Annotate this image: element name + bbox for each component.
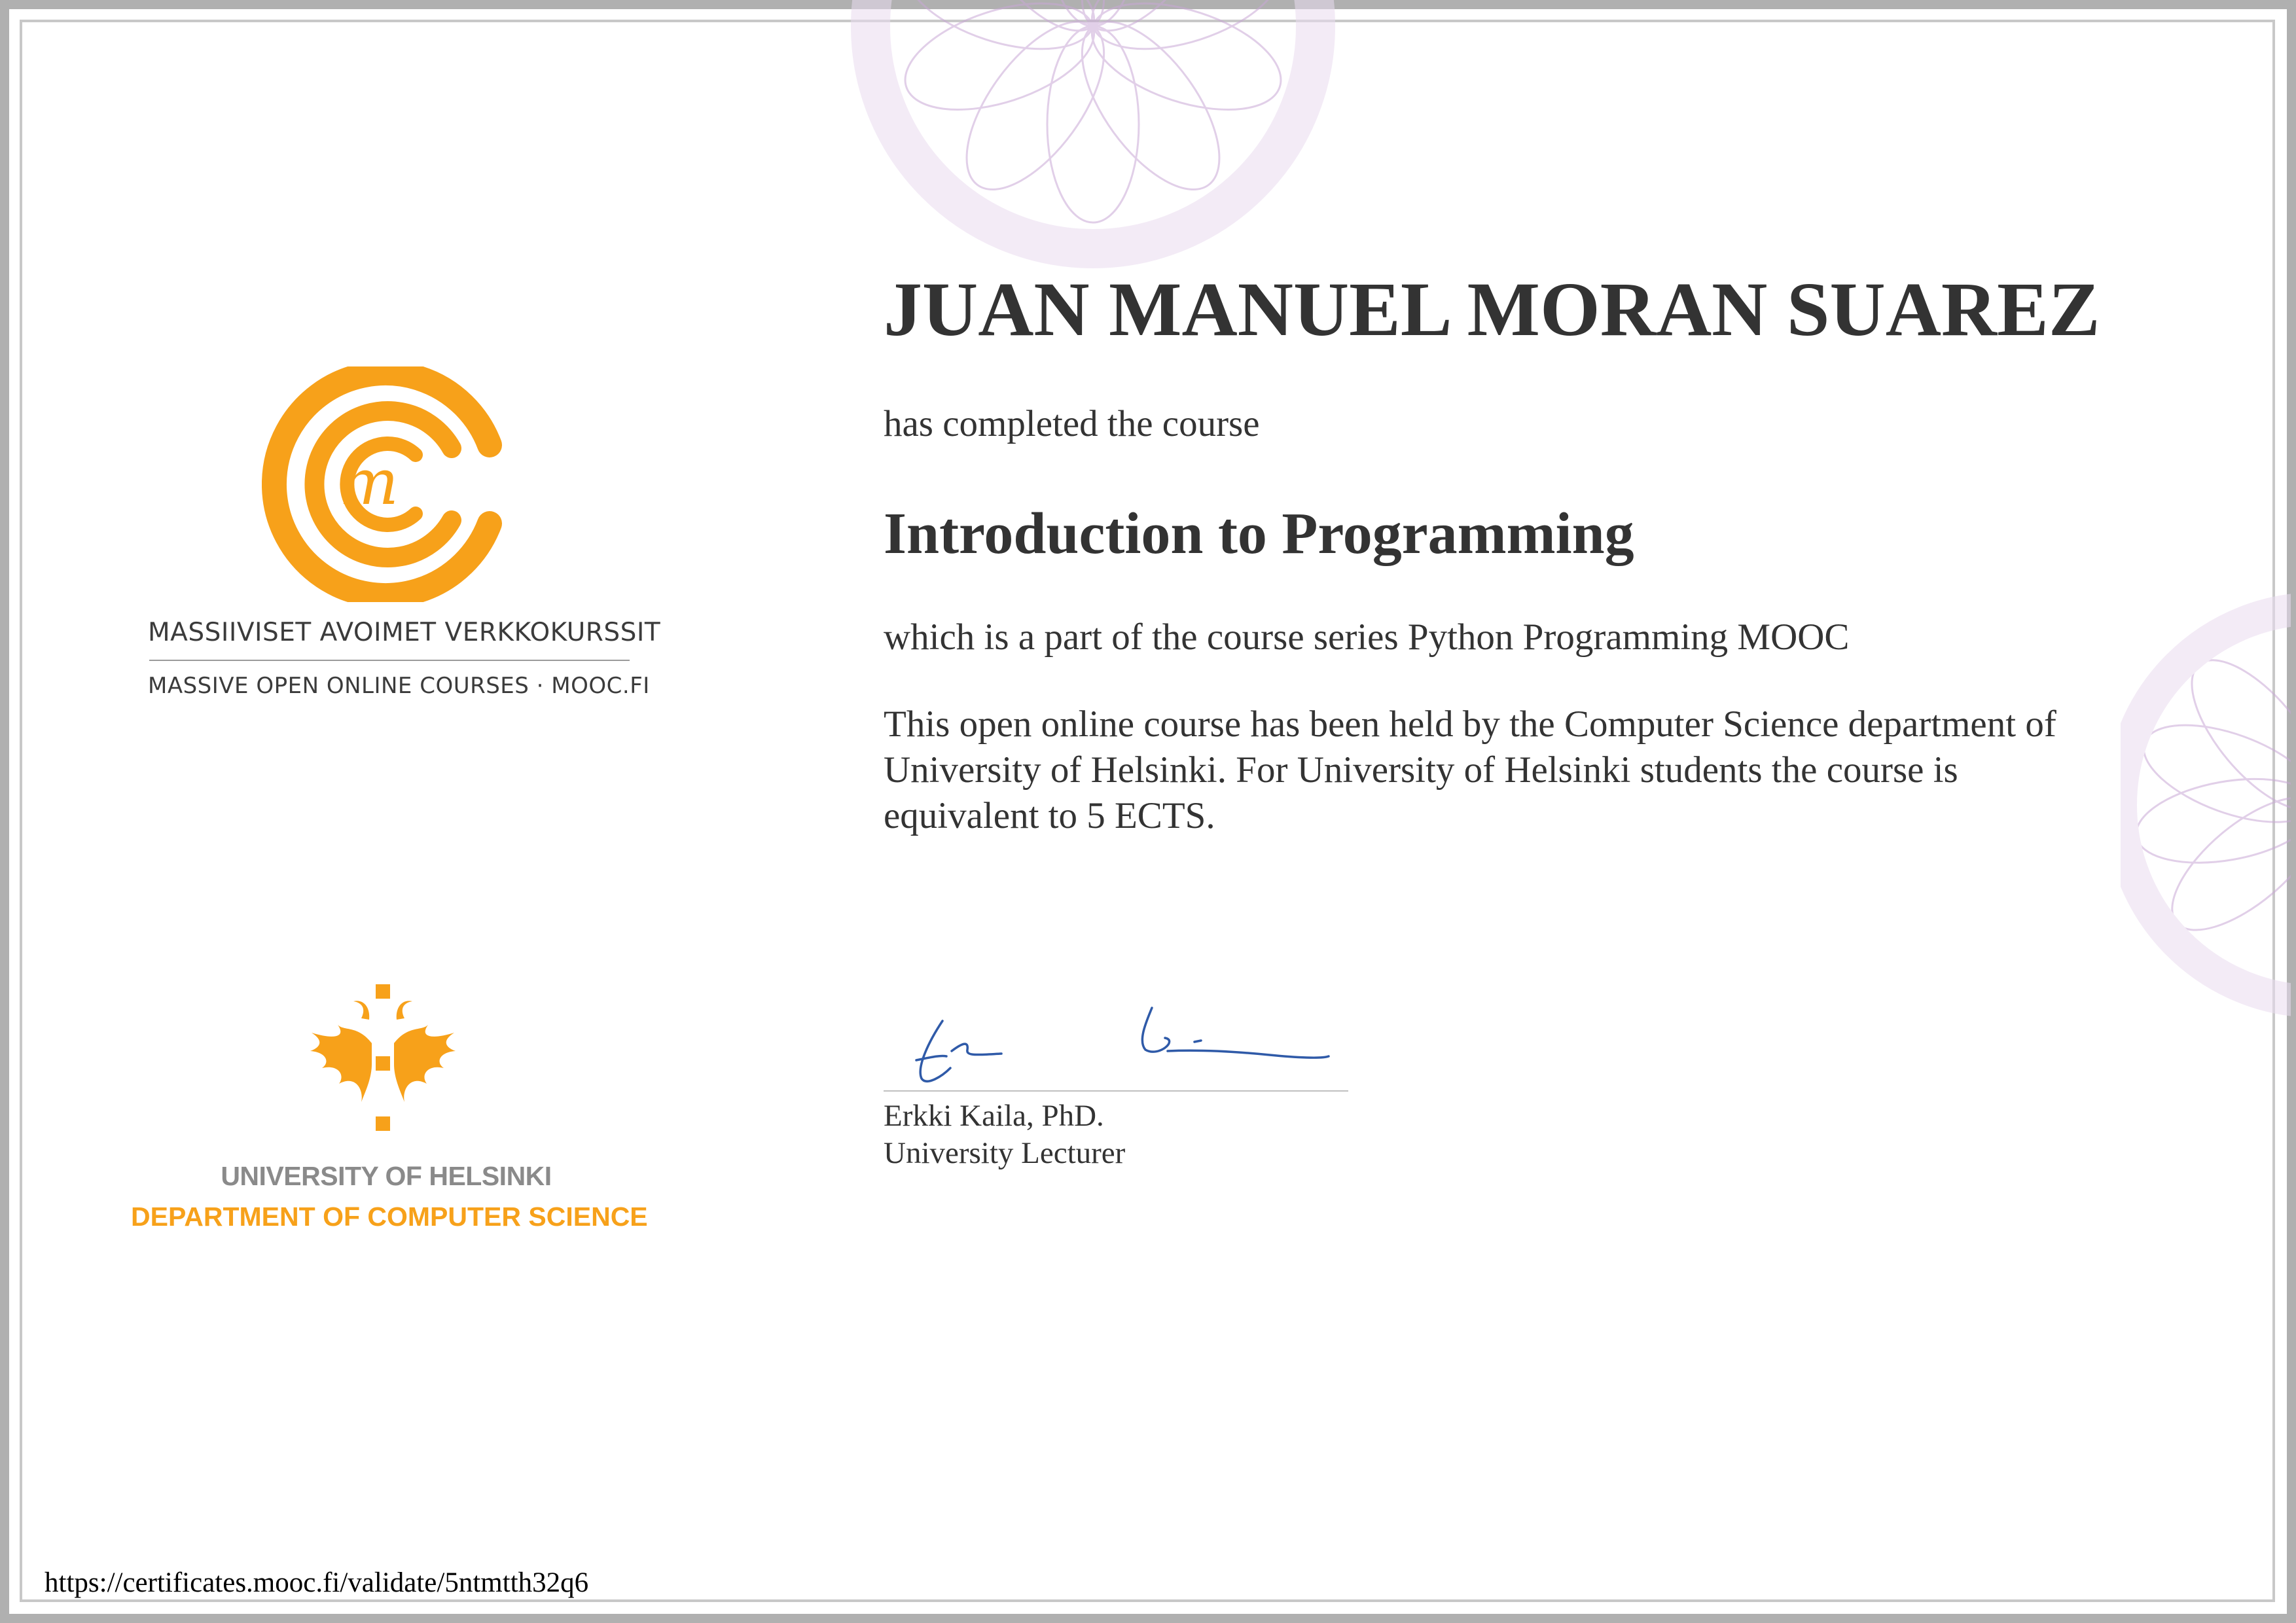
mooc-logo-divider bbox=[149, 660, 630, 661]
mooc-logo-english-text: MASSIVE OPEN ONLINE COURSES · MOOC.FI bbox=[148, 673, 650, 699]
course-series-statement: which is a part of the course series Python Programming MOOC bbox=[884, 616, 1850, 658]
rosette-right-decoration bbox=[2121, 576, 2291, 1034]
svg-text:m: m bbox=[339, 446, 399, 519]
signatory-name: Erkki Kaila, PhD. bbox=[884, 1099, 1104, 1133]
signatory-title: University Lecturer bbox=[884, 1136, 1126, 1170]
recipient-name: JUAN MANUEL MORAN SUAREZ bbox=[884, 266, 2100, 352]
course-title: Introduction to Programming bbox=[884, 501, 1634, 566]
rosette-top-decoration bbox=[838, 0, 1348, 268]
course-description: This open online course has been held by the Computer Science department of University of Helsinki. For University of Helsinki students the course is equivalent to 5 ECTS. bbox=[884, 704, 2056, 836]
university-name: UNIVERSITY OF HELSINKI bbox=[221, 1161, 552, 1191]
department-name: DEPARTMENT OF COMPUTER SCIENCE bbox=[131, 1202, 648, 1232]
validation-url[interactable]: https://certificates.mooc.fi/validate/5ntmtth32q6 bbox=[45, 1567, 589, 1598]
signature-line bbox=[884, 1090, 1348, 1092]
mooc-spiral-logo-icon bbox=[262, 366, 511, 602]
mooc-logo-finnish-text: MASSIIVISET AVOIMET VERKKOKURSSIT bbox=[148, 618, 661, 647]
completed-statement: has completed the course bbox=[884, 403, 1260, 444]
university-of-helsinki-flame-icon bbox=[298, 979, 469, 1136]
signature-image bbox=[903, 995, 1348, 1093]
